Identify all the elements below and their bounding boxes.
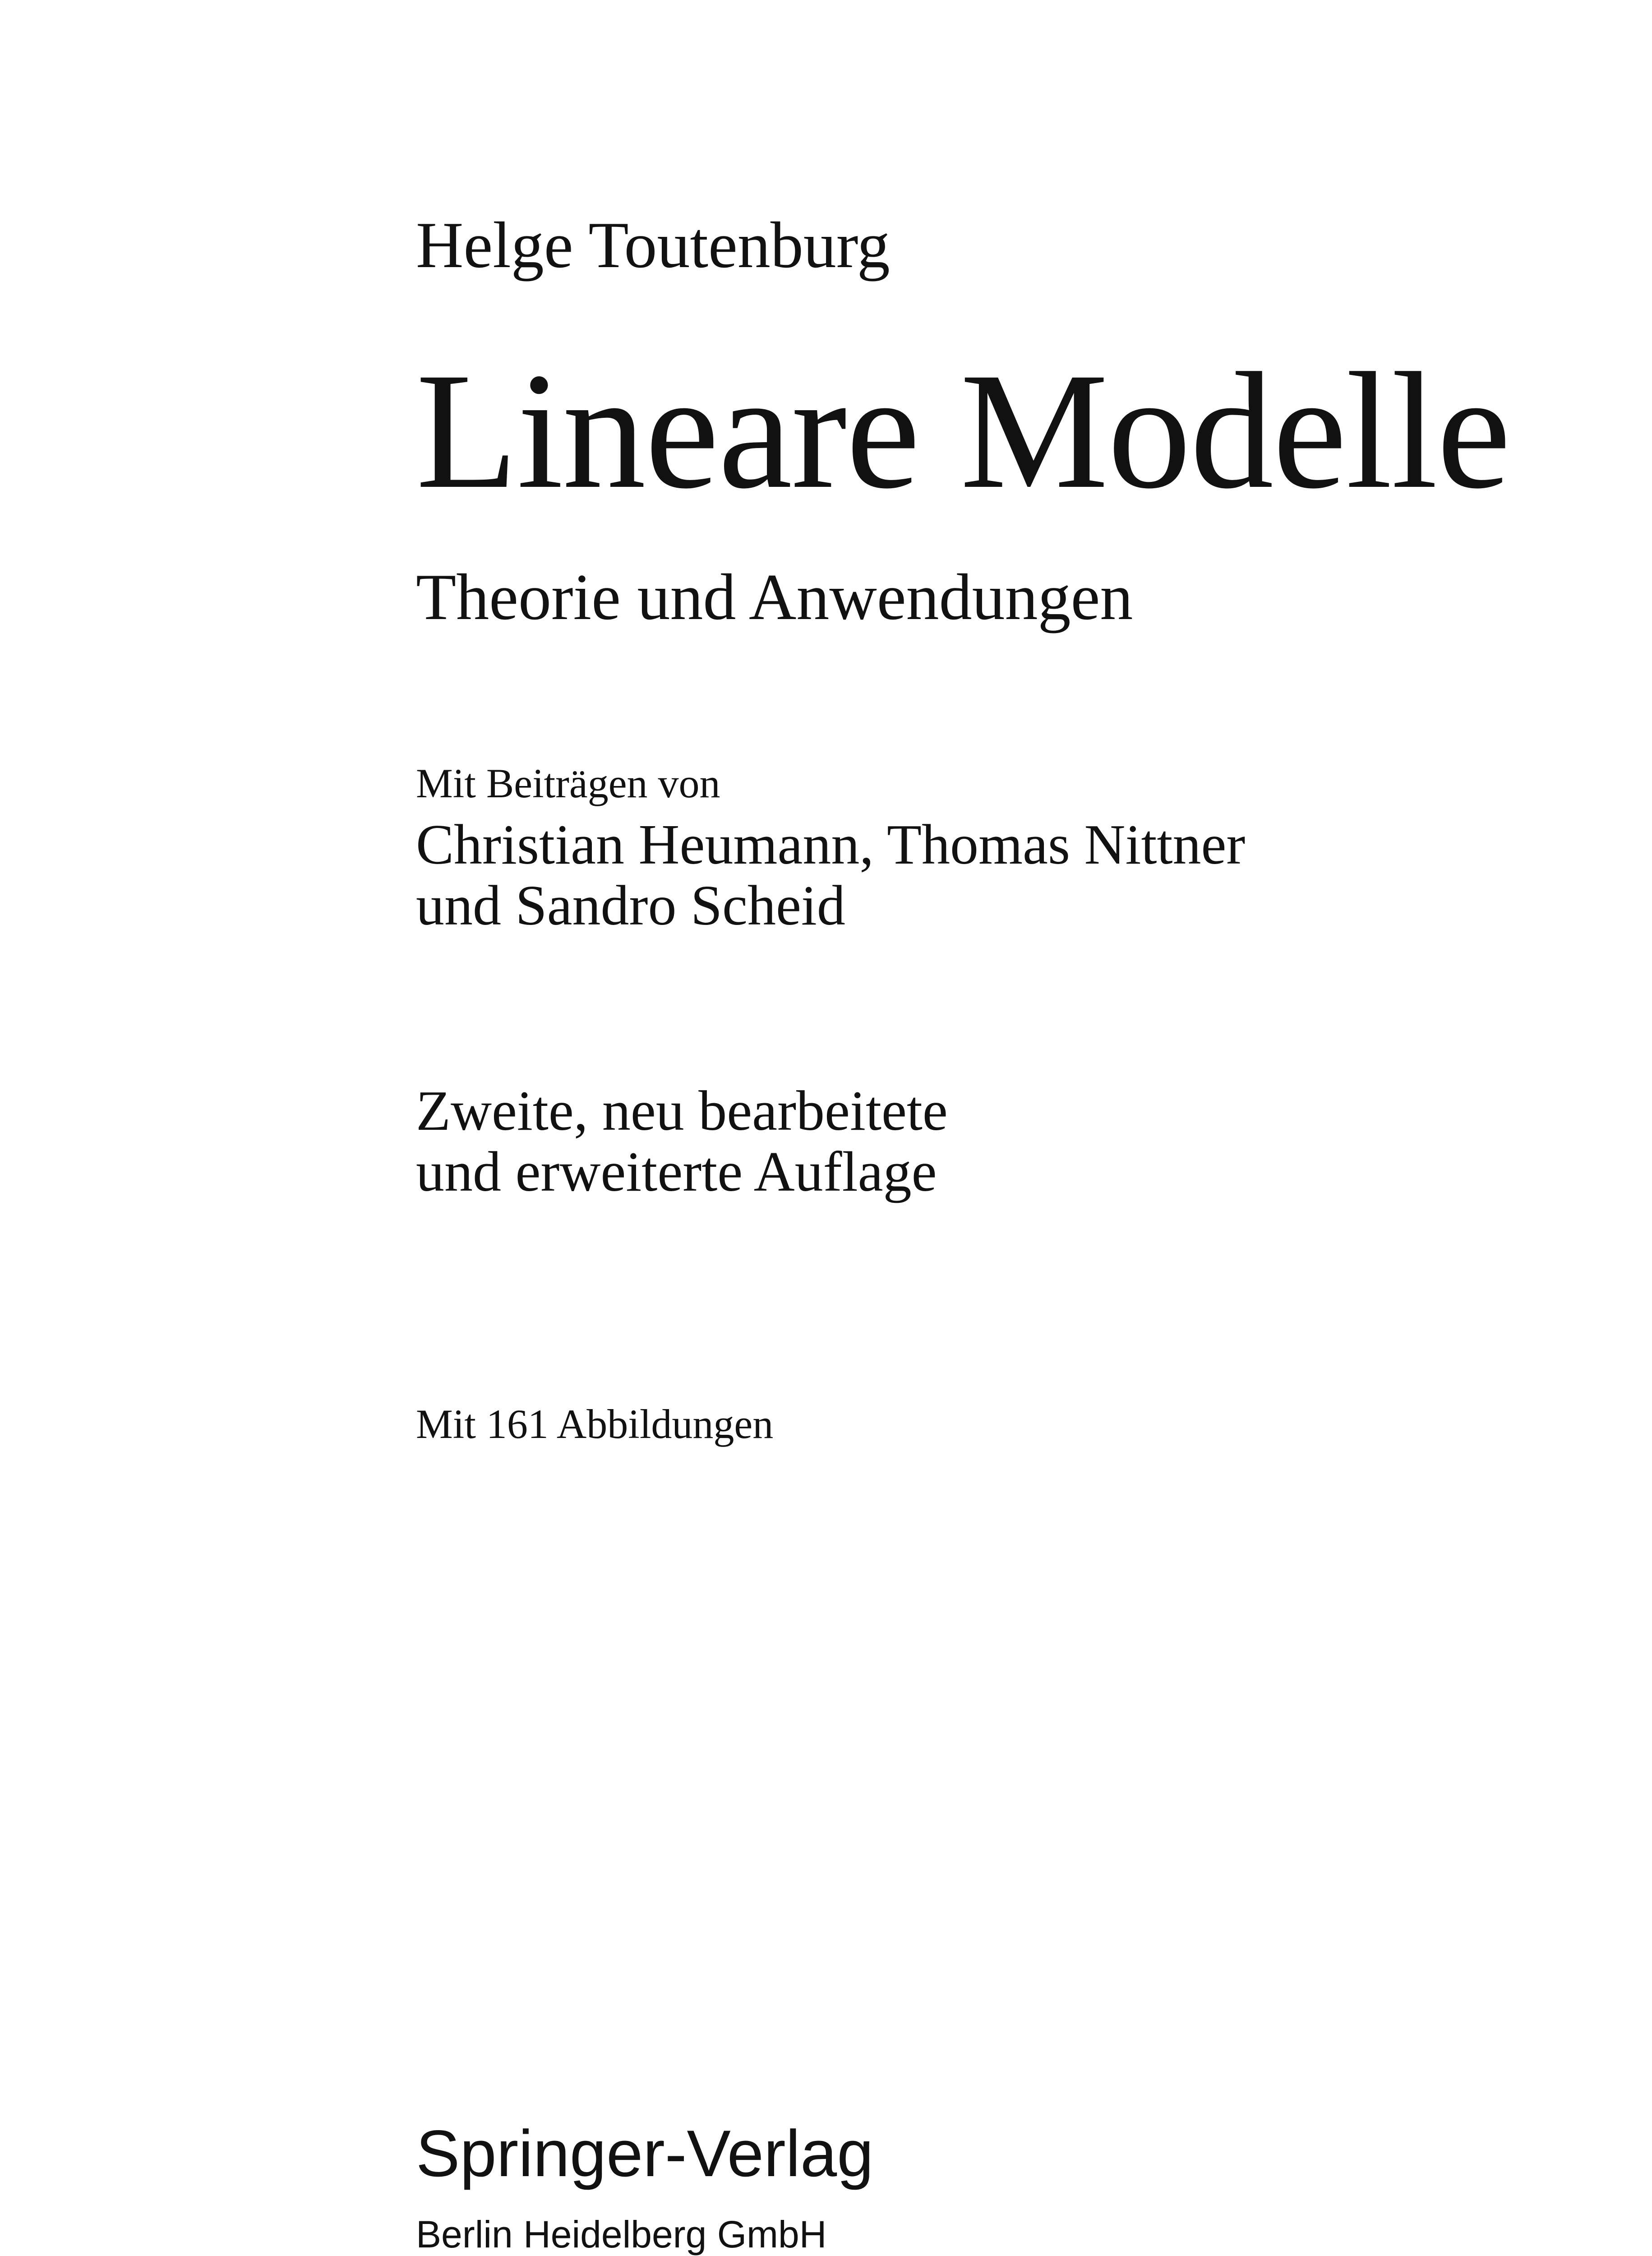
- book-title: Lineare Modelle: [416, 338, 1510, 523]
- publisher-name: Springer-Verlag: [416, 2117, 874, 2190]
- contributors-line-2: und Sandro Scheid: [416, 874, 845, 937]
- edition-line-2: und erweiterte Auflage: [416, 1141, 937, 1203]
- publisher-location: Berlin Heidelberg GmbH: [416, 2213, 827, 2256]
- author-name: Helge Toutenburg: [416, 208, 890, 282]
- contributors-line-1: Christian Heumann, Thomas Nittner: [416, 814, 1246, 876]
- contributors-label: Mit Beiträgen von: [416, 760, 720, 806]
- book-subtitle: Theorie und Anwendungen: [416, 560, 1133, 633]
- edition-line-1: Zweite, neu bearbeitete: [416, 1080, 948, 1142]
- figures-note: Mit 161 Abbildungen: [416, 1401, 774, 1447]
